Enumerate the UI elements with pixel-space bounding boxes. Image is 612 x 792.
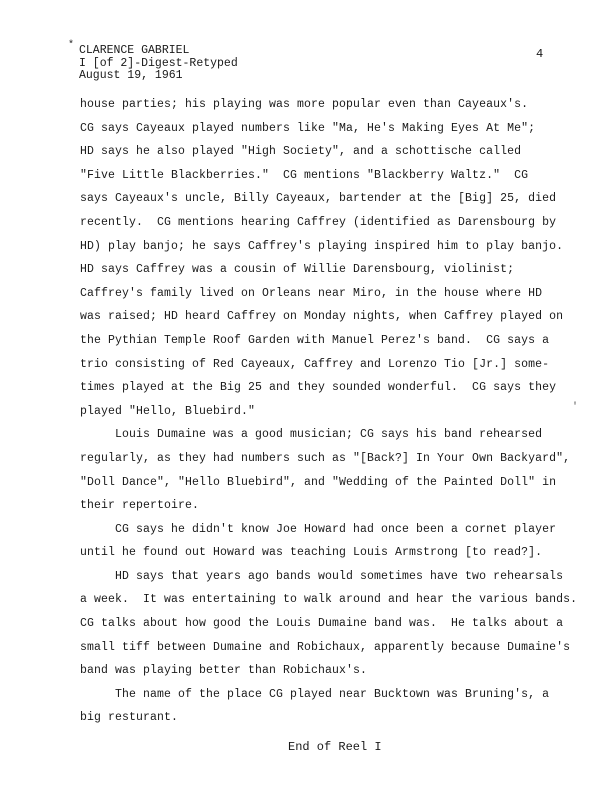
transcript-line: small tiff between Dumaine and Robichaux, apparently because Dumaine's	[80, 640, 571, 654]
transcript-line: was raised; HD heard Caffrey on Monday nights, when Caffrey played on	[80, 310, 564, 324]
transcript-line: CG says he didn't know Joe Howard had once been a cornet player	[80, 522, 557, 536]
end-of-reel: End of Reel I	[288, 740, 382, 754]
transcript-line: a week. It was entertaining to walk around and hear the various bands.	[80, 593, 578, 607]
transcript-line: "Doll Dance", "Hello Bluebird", and "Wedding of the Painted Doll" in	[80, 475, 557, 489]
transcript-body	[80, 93, 600, 730]
interview-date: August 19, 1961	[79, 69, 183, 82]
transcript-line: the Pythian Temple Roof Garden with Manuel Perez's band. CG says a	[80, 333, 550, 347]
transcript-line: played "Hello, Bluebird."	[80, 404, 256, 418]
margin-asterisk: *	[68, 40, 75, 51]
transcript-line: "Five Little Blackberries." CG mentions "Blackberry Waltz." CG	[80, 168, 529, 182]
transcript-line: big resturant.	[80, 711, 179, 725]
transcript-line: HD says that years ago bands would sometimes have two rehearsals	[80, 569, 564, 583]
document-header	[79, 45, 238, 83]
transcript-line: band was playing better than Robichaux's.	[80, 664, 368, 678]
transcript-line: times played at the Big 25 and they sounded wonderful. CG says they	[80, 381, 557, 395]
margin-tick: '	[572, 402, 579, 413]
interviewee-name: CLARENCE GABRIEL	[79, 44, 190, 57]
transcript-line: Caffrey's family lived on Orleans near Miro, in the house where HD	[80, 286, 543, 300]
reel-label: I [of 2]-Digest-Retyped	[79, 56, 238, 70]
transcript-line: trio consisting of Red Cayeaux, Caffrey and Lorenzo Tio [Jr.] some-	[80, 357, 550, 371]
transcript-line: HD) play banjo; he says Caffrey's playing inspired him to play banjo.	[80, 239, 564, 253]
transcript-line: until he found out Howard was teaching Louis Armstrong [to read?].	[80, 546, 543, 560]
transcript-line: CG says Cayeaux played numbers like "Ma, He's Making Eyes At Me";	[80, 121, 536, 135]
transcript-line: HD says Caffrey was a cousin of Willie Darensbourg, violinist;	[80, 263, 515, 277]
page-number: 4	[536, 47, 544, 61]
transcript-line: house parties; his playing was more popular even than Cayeaux's.	[80, 98, 529, 111]
transcript-line: their repertoire.	[80, 499, 200, 513]
transcript-line: HD says he also played "High Society", and a schottische called	[80, 145, 522, 159]
transcript-line: recently. CG mentions hearing Caffrey (identified as Darensbourg by	[80, 215, 557, 229]
transcript-line: regularly, as they had numbers such as "[Back?] In Your Own Backyard",	[80, 451, 571, 465]
transcript-line: Louis Dumaine was a good musician; CG says his band rehearsed	[80, 428, 543, 442]
transcript-line: CG talks about how good the Louis Dumaine band was. He talks about a	[80, 617, 564, 631]
transcript-line: says Cayeaux's uncle, Billy Cayeaux, bartender at the [Big] 25, died	[80, 192, 557, 206]
transcript-line: The name of the place CG played near Bucktown was Bruning's, a	[80, 687, 550, 701]
